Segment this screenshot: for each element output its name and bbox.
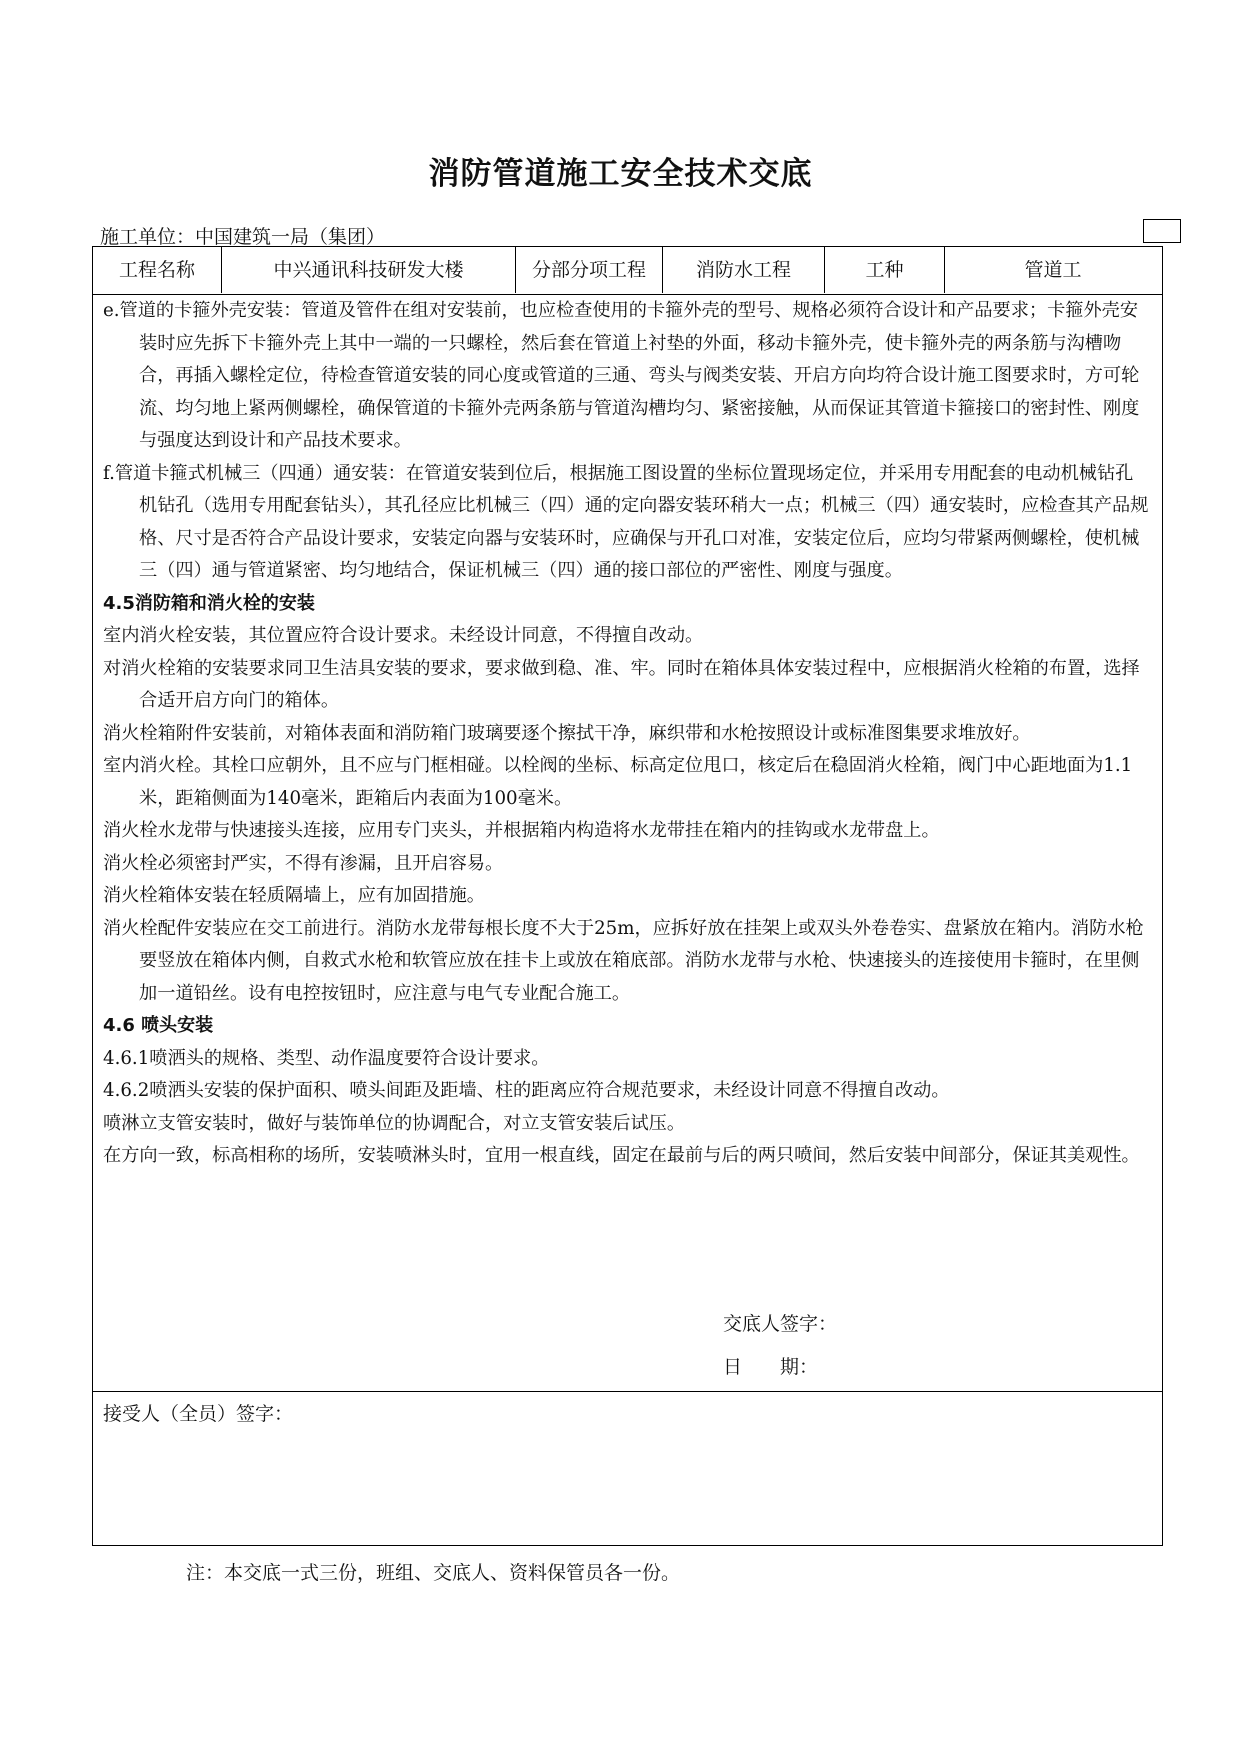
paragraph: 消火栓必须密封严实，不得有渗漏，且开启容易。: [103, 852, 504, 874]
trade-label: 工种: [825, 247, 945, 293]
paragraph: e.管道的卡箍外壳安装：管道及管件在组对安装前，也应检查使用的卡箍外壳的型号、规格必须符合设计和产品要求；卡箍外壳安装时应先拆下卡箍外壳上其中一端的一只螺栓，然后套在管道上衬垫的外面，移动卡箍外壳，使卡箍外壳的两条筋与沟槽吻合，再插入螺栓定位，待检查管道安装的同心度或管道的三通、弯头与阀类安装、开启方向均符合设计施工图要求时，方可轮流、均匀地上紧两侧螺栓，确保管道的卡箍外壳两条筋与管道沟槽均匀、紧密接触，从而保证其管道卡箍接口的密封性、刚度与强度达到设计和产品技术要求。: [103, 300, 1140, 451]
section-heading: 4.5消防箱和消火栓的安装: [103, 592, 315, 614]
paragraph: 对消火栓箱的安装要求同卫生洁具安装的要求，要求做到稳、准、牢。同时在箱体具体安装过程中，应根据消火栓箱的布置，选择合适开启方向门的箱体。: [103, 657, 1140, 711]
project-name-label: 工程名称: [93, 247, 222, 293]
paragraph: 消火栓配件安装应在交工前进行。消防水龙带每根长度不大于25m，应拆好放在挂架上或双头外卷卷实、盘紧放在箱内。消防水枪要竖放在箱体内侧，自救式水枪和软管应放在挂卡上或放在箱底部。消防水龙带与水枪、快速接头的连接使用卡箍时，在里侧加一道铅丝。设有电控按钮时，应注意与电气专业配合施工。: [103, 917, 1144, 1004]
paragraph: 室内消火栓安装，其位置应符合设计要求。未经设计同意，不得擅自改动。: [103, 625, 704, 646]
section-label: 分部分项工程: [516, 247, 663, 293]
content-body: [103, 295, 1151, 1173]
paragraph: 在方向一致，标高相称的场所，安装喷淋头时，宜用一根直线，固定在最前与后的两只喷间，然后安装中间部分，保证其美观性。: [103, 1145, 1140, 1166]
paragraph: 消火栓水龙带与快速接头连接，应用专门夹头，并根据箱内构造将水龙带挂在箱内的挂钩或水龙带盘上。: [103, 820, 940, 841]
paragraph: 消火栓箱附件安装前，对箱体表面和消防箱门玻璃要逐个擦拭干净，麻织带和水枪按照设计或标准图集要求堆放好。: [103, 722, 1031, 744]
paragraph: 4.6.1喷洒头的规格、类型、动作温度要符合设计要求。: [103, 1047, 550, 1069]
document-title: 消防管道施工安全技术交底: [428, 156, 813, 192]
receiver-signature-label: 接受人（全员）签字：: [103, 1403, 294, 1425]
construction-unit: 施工单位：中国建筑一局（集团）: [100, 226, 386, 248]
footnote: 注：本交底一式三份，班组、交底人、资料保管员各一份。: [186, 1562, 681, 1584]
trade-value: 管道工: [1024, 259, 1082, 281]
paragraph: 喷淋立支管安装时，做好与装饰单位的协调配合，对立支管安装后试压。: [103, 1112, 686, 1134]
paragraph: 消火栓箱体安装在轻质隔墙上，应有加固措施。: [103, 885, 485, 906]
section-divider: [93, 1391, 1162, 1392]
section-heading: 4.6 喷头安装: [103, 1015, 214, 1036]
date-label: 日 期：: [723, 1356, 819, 1378]
header-row: [93, 247, 1162, 295]
section-value: 消防水工程: [663, 247, 825, 293]
handover-signature-label: 交底人签字：: [723, 1313, 838, 1335]
project-name-value: 中兴通讯科技研发大楼: [222, 247, 516, 293]
paragraph: 4.6.2喷洒头安装的保护面积、喷头间距及距墙、柱的距离应符合规范要求，未经设计同意不得擅自改动。: [103, 1080, 950, 1101]
handover-table: [92, 246, 1163, 1546]
paragraph: 室内消火栓。其栓口应朝外，且不应与门框相碰。以栓阀的坐标、标高定位甩口，核定后在稳固消火栓箱，阀门中心距地面为1.1米，距箱侧面为140毫米，距箱后内表面为100毫米。: [103, 755, 1133, 809]
corner-box: [1143, 219, 1181, 243]
paragraph: f.管道卡箍式机械三（四通）通安装：在管道安装到位后，根据施工图设置的坐标位置现场定位，并采用专用配套的电动机械钻孔机钻孔（选用专用配套钻头），其孔径应比机械三（四）通的定向器安装环稍大一点；机械三（四）通安装时，应检查其产品规格、尺寸是否符合产品设计要求，安装定向器与安装环时，应确保与开孔口对准，安装定位后，应均匀带紧两侧螺栓，使机械三（四）通与管道紧密、均匀地结合，保证机械三（四）通的接口部位的严密性、刚度与强度。: [103, 462, 1149, 581]
